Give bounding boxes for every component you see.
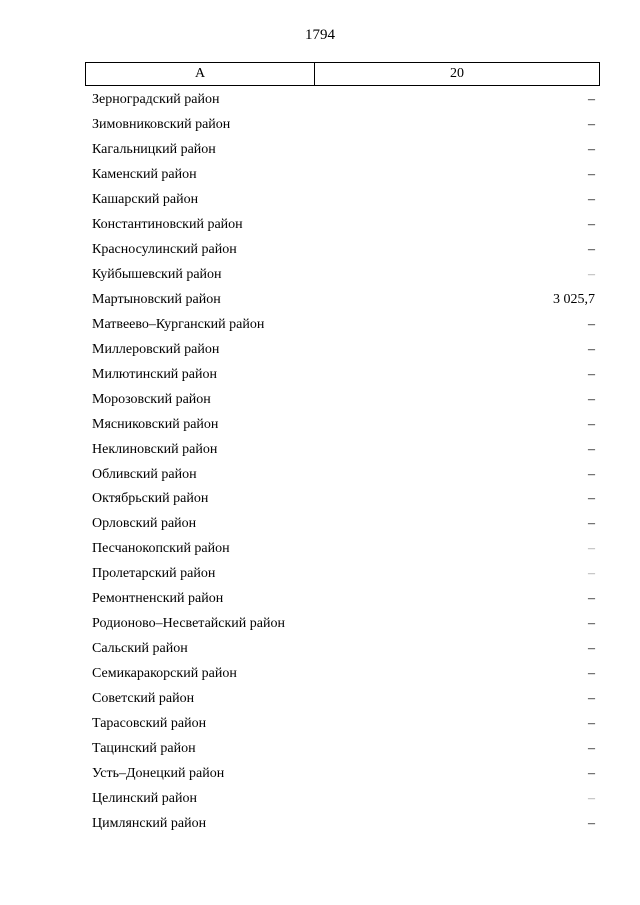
- district-value: –: [588, 117, 595, 133]
- district-value: –: [588, 790, 595, 806]
- district-value: –: [588, 92, 595, 108]
- district-name: Красносулинский район: [92, 242, 237, 258]
- district-value: –: [588, 416, 595, 432]
- district-name: Песчанокопский район: [92, 541, 230, 557]
- table-row: [85, 213, 600, 238]
- table-row: [85, 362, 600, 387]
- district-name: Цимлянский район: [92, 815, 207, 831]
- district-value: –: [588, 316, 595, 332]
- district-name: Неклиновский район: [92, 441, 218, 457]
- district-value: –: [588, 715, 595, 731]
- district-name: Пролетарский район: [92, 566, 216, 582]
- district-name: Родионово–Несветайский район: [92, 616, 285, 632]
- table-body: [85, 88, 600, 836]
- district-name: Октябрьский район: [92, 491, 209, 507]
- table-row: [85, 88, 600, 113]
- table-row: [85, 288, 600, 313]
- column-header-20: 20: [450, 66, 464, 81]
- table-row: [85, 138, 600, 163]
- table-row: [85, 437, 600, 462]
- table-row: [85, 537, 600, 562]
- table-row: [85, 711, 600, 736]
- table-row: [85, 312, 600, 337]
- district-name: Советский район: [92, 690, 195, 706]
- column-header-a: А: [86, 63, 315, 85]
- district-name: Куйбышевский район: [92, 267, 222, 283]
- table-row: [85, 238, 600, 263]
- table-row: [85, 113, 600, 138]
- table-row: [85, 612, 600, 637]
- district-value: –: [588, 267, 595, 283]
- district-value: –: [588, 217, 595, 233]
- table-row: [85, 587, 600, 612]
- table-row: [85, 512, 600, 537]
- district-name: Целинский район: [92, 790, 197, 806]
- district-value: –: [588, 441, 595, 457]
- table-row: [85, 662, 600, 687]
- district-value: –: [588, 491, 595, 507]
- table-row: [85, 387, 600, 412]
- district-name: Кашарский район: [92, 192, 199, 208]
- district-value: –: [588, 591, 595, 607]
- district-name: Тацинский район: [92, 740, 196, 756]
- table-row: [85, 412, 600, 437]
- district-value: –: [588, 142, 595, 158]
- district-value: –: [588, 242, 595, 258]
- district-value: –: [588, 366, 595, 382]
- district-value: –: [588, 690, 595, 706]
- district-value: –: [588, 516, 595, 532]
- table-row: [85, 637, 600, 662]
- district-name: Милютинский район: [92, 366, 218, 382]
- district-name: Тарасовский район: [92, 715, 207, 731]
- district-name: Зерноградский район: [92, 92, 220, 108]
- table-row: [85, 786, 600, 811]
- district-name: Семикаракорский район: [92, 666, 237, 682]
- district-name: Миллеровский район: [92, 341, 220, 357]
- district-value: –: [588, 167, 595, 183]
- table-row: [85, 761, 600, 786]
- page-number: 1794: [305, 27, 335, 43]
- table-row: [85, 562, 600, 587]
- district-value: –: [588, 765, 595, 781]
- table-row: [85, 188, 600, 213]
- district-value: –: [588, 815, 595, 831]
- table-row: [85, 736, 600, 761]
- table-row: [85, 462, 600, 487]
- district-name: Орловский район: [92, 516, 197, 532]
- district-value: –: [588, 541, 595, 557]
- district-value: –: [588, 641, 595, 657]
- table-row: [85, 487, 600, 512]
- district-name: Мясниковский район: [92, 416, 219, 432]
- district-value: –: [588, 566, 595, 582]
- table-row: [85, 687, 600, 712]
- district-value: –: [588, 341, 595, 357]
- district-value: 3 025,7: [553, 291, 595, 307]
- district-value: –: [588, 740, 595, 756]
- table-row: [85, 163, 600, 188]
- district-value: –: [588, 192, 595, 208]
- district-value: –: [588, 616, 595, 632]
- district-name: Обливский район: [92, 466, 197, 482]
- table-header: [85, 62, 600, 86]
- district-name: Ремонтненский район: [92, 591, 224, 607]
- district-value: –: [588, 666, 595, 682]
- district-value: –: [588, 466, 595, 482]
- table-row: [85, 811, 600, 836]
- district-name: Константиновский район: [92, 217, 243, 233]
- district-name: Каменский район: [92, 167, 197, 183]
- district-name: Зимовниковский район: [92, 117, 231, 133]
- district-value: –: [588, 391, 595, 407]
- district-name: Морозовский район: [92, 391, 211, 407]
- district-name: Матвеево–Курганский район: [92, 316, 265, 332]
- district-name: Сальский район: [92, 641, 188, 657]
- district-name: Кагальницкий район: [92, 142, 216, 158]
- table-row: [85, 337, 600, 362]
- table-row: [85, 263, 600, 288]
- district-name: Мартыновский район: [92, 291, 221, 307]
- district-name: Усть–Донецкий район: [92, 765, 225, 781]
